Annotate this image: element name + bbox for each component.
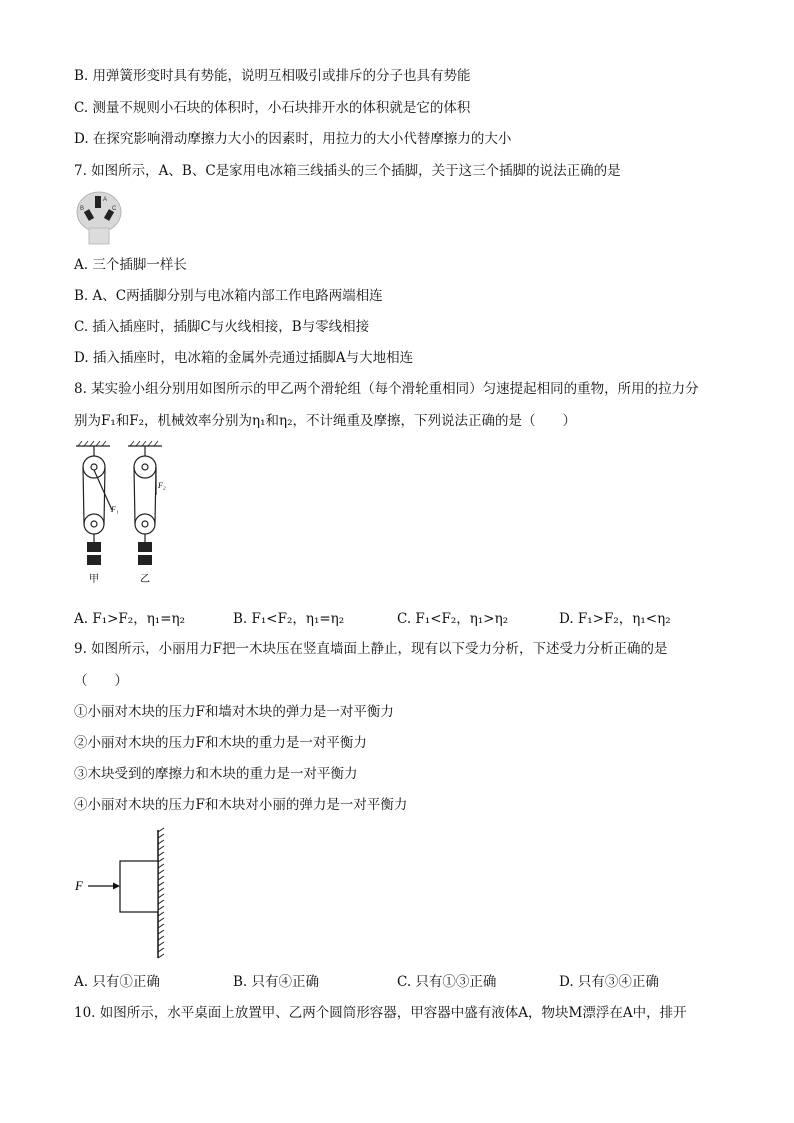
q8-option-d: D. F₁>F₂，η₁<η₂ xyxy=(559,611,671,627)
jia-fixed-pulley xyxy=(83,456,105,478)
question-9-stem-1: 9. 如图所示，小丽用力F把一木块压在竖直墙面上静止，现有以下受力分析，下述受力分析正确的是 xyxy=(74,641,668,657)
pin-a-label: A xyxy=(103,197,108,203)
question-9-stem-2: （ ） xyxy=(74,673,128,689)
q7-option-d: D. 插入插座时，电冰箱的金属外壳通过插脚A与大地相连 xyxy=(74,350,414,366)
q9-option-d: D. 只有③④正确 xyxy=(559,974,659,990)
q9-statement-4: ④小丽对木块的压力F和木块对小丽的弹力是一对平衡力 xyxy=(74,797,408,813)
question-10-stem: 10. 如图所示，水平桌面上放置甲、乙两个圆筒形容器，甲容器中盛有液体A，物块M漂浮在A中，排开 xyxy=(74,1005,687,1021)
f1-label: F₁ xyxy=(111,505,119,514)
q7-option-c: C. 插入插座时，插脚C与火线相接，B与零线相接 xyxy=(74,319,370,335)
pin-c-label: C xyxy=(112,206,117,212)
q7-option-a: A. 三个插脚一样长 xyxy=(74,257,187,273)
wall-block-diagram xyxy=(70,826,180,962)
plug-image xyxy=(74,188,124,246)
jia-weight xyxy=(87,542,101,552)
option-line-b-prev: B. 用弹簧形变时具有势能，说明互相吸引或排斥的分子也具有势能 xyxy=(74,68,471,84)
q8-option-b: B. F₁<F₂，η₁=η₂ xyxy=(233,611,345,627)
f2-label: F₂ xyxy=(158,481,166,490)
wood-block xyxy=(120,861,158,912)
question-8-stem-1: 8. 某实验小组分别用如图所示的甲乙两个滑轮组（每个滑轮重相同）匀速提起相同的重物，所用的拉力分 xyxy=(74,381,699,397)
question-7-stem: 7. 如图所示，A、B、C是家用电冰箱三线插头的三个插脚，关于这三个插脚的说法正确的是 xyxy=(74,163,621,179)
pulley-diagram xyxy=(68,440,180,590)
q9-statement-1: ①小丽对木块的压力F和墙对木块的弹力是一对平衡力 xyxy=(74,704,394,720)
q9-statement-3: ③木块受到的摩擦力和木块的重力是一对平衡力 xyxy=(74,766,358,782)
pin-a xyxy=(95,196,101,208)
q9-option-a: A. 只有①正确 xyxy=(74,974,160,990)
q8-option-c: C. F₁<F₂，η₁>η₂ xyxy=(397,611,509,627)
yi-label: 乙 xyxy=(140,574,150,585)
option-line-c-prev: C. 测量不规则小石块的体积时，小石块排开水的体积就是它的体积 xyxy=(74,100,471,116)
question-8-stem-2: 别为F₁和F₂，机械效率分别为η₁和η₂，不计绳重及摩擦，下列说法正确的是（ ） xyxy=(74,413,577,429)
q7-option-b: B. A、C两插脚分别与电冰箱内部工作电路两端相连 xyxy=(74,288,383,304)
q8-options xyxy=(74,610,734,628)
jia-label: 甲 xyxy=(89,574,99,585)
q9-statement-2: ②小丽对木块的压力F和木块的重力是一对平衡力 xyxy=(74,735,367,751)
q9-options xyxy=(74,973,734,991)
q9-option-b: B. 只有④正确 xyxy=(233,974,320,990)
force-label: F xyxy=(75,878,83,893)
pin-b-label: B xyxy=(80,206,85,212)
q8-option-a: A. F₁>F₂，η₁=η₂ xyxy=(74,611,186,627)
q9-option-c: C. 只有①③正确 xyxy=(397,974,497,990)
yi-moving-pulley xyxy=(135,514,155,534)
jia-moving-pulley xyxy=(84,514,104,534)
option-line-d-prev: D. 在探究影响滑动摩擦力大小的因素时，用拉力的大小代替摩擦力的大小 xyxy=(74,131,512,147)
yi-fixed-pulley xyxy=(134,456,156,478)
yi-weight xyxy=(138,542,152,552)
